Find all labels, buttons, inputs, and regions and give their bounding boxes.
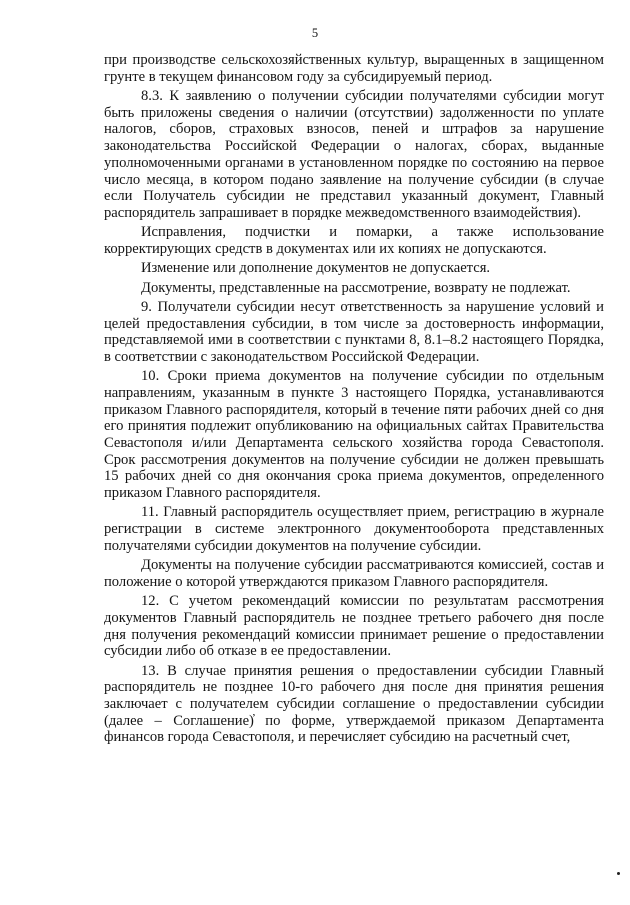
scan-mark — [617, 872, 620, 875]
paragraph-9: 9. Получатели субсидии несут ответственность за нарушение условий и целей предоставления субсидии, в том числе за достоверность информации, представляемой ими в соответствии с пунктами 8, 8.1–8.2 настоящего Порядка, в соответствии с законодательством Российской Федерации. — [104, 298, 604, 365]
paragraph-13: 13. В случае принятия решения о предоставлении субсидии Главный распорядитель не позднее 10-го рабочего дня после дня принятия решения заключает с получателем субсидии соглашение о предоставлении субсидии (далее – Соглашение)̓ по форме, утверждаемой приказом Департамента финансов города Севастополя, и перечисляет субсидию на расчетный счет, — [104, 662, 604, 746]
paragraph-12: 12. С учетом рекомендаций комиссии по результатам рассмотрения документов Главный распорядитель не позднее третьего рабочего дня после дня получения рекомендаций комиссии принимает решение о предоставлении субсидии либо об отказе в ее предоставлении. — [104, 593, 604, 660]
paragraph-commission: Документы на получение субсидии рассматриваются комиссией, состав и положение о которой утверждаются приказом Главного распорядителя. — [104, 557, 604, 590]
paragraph-no-return: Документы, представленные на рассмотрение, возврату не подлежат. — [141, 279, 571, 296]
paragraph-changes: Изменение или дополнение документов не допускается. — [141, 260, 491, 277]
page-number: 5 — [311, 26, 319, 40]
paragraph-8-3: 8.3. К заявлению о получении субсидии получателями субсидии могут быть приложены сведения о наличии (отсутствии) задолженности по уплате налогов, сборов, страховых взносов, пеней и штрафов за нарушение законодательства Российской Федерации о налогах, сборах, выданные уполномоченными органами в установленном порядке по состоянию на первое число месяца, в котором подано заявление на получение субсидии (в случае если Получатель субсидии не представил указанный документ, Главный распорядитель запрашивает в порядке межведомственного взаимодействия). — [104, 88, 604, 221]
paragraph-10: 10. Сроки приема документов на получение субсидии по отдельным направлениям, указанным в пункте 3 настоящего Порядка, устанавливаются приказом Главного распорядителя, который в течение пяти рабочих дней со дня его принятия подлежит опубликованию на официальных сайтах Правительства Севастополя и/или Департамента сельского хозяйства города Севастополя. Срок рассмотрения документов на получение субсидии не должен превышать 15 рабочих дней со дня окончания срока приема документов, определенного приказом Главного распорядителя. — [104, 368, 604, 502]
document-body — [104, 52, 604, 749]
paragraph-11: 11. Главный распорядитель осуществляет прием, регистрацию в журнале регистрации в системе электронного документооборота представленных получателями субсидии документов на получение субсидии. — [104, 504, 604, 554]
paragraph-corrections: Исправления, подчистки и помарки, а также использование корректирующих средств в документах или их копиях не допускаются. — [104, 224, 604, 257]
paragraph-continuation: при производстве сельскохозяйственных культур, выращенных в защищенном грунте в текущем финансовом году за субсидируемый период. — [104, 52, 604, 85]
